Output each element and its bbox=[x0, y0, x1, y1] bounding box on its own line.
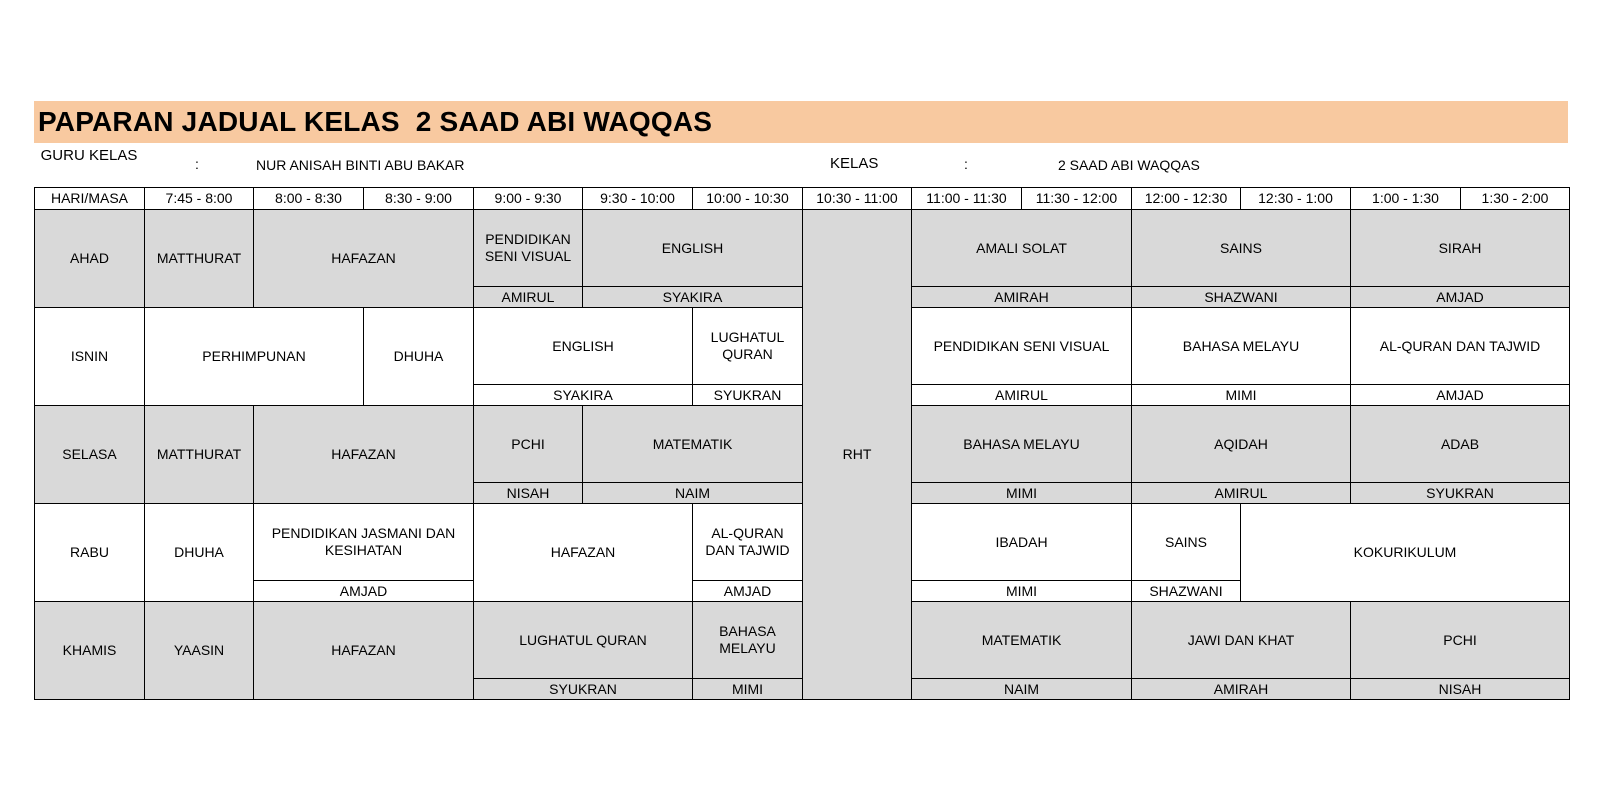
subject-cell: BAHASA MELAYU bbox=[912, 406, 1132, 483]
header-day-column: HARI/MASA bbox=[35, 188, 145, 210]
subject-cell: ADAB bbox=[1351, 406, 1570, 483]
subject-cell: MATEMATIK bbox=[912, 602, 1132, 679]
day-label: SELASA bbox=[35, 406, 145, 504]
teacher-cell: MIMI bbox=[912, 483, 1132, 504]
day-label: KHAMIS bbox=[35, 602, 145, 700]
subject-cell: PERHIMPUNAN bbox=[145, 308, 364, 406]
day-row-ahad bbox=[35, 210, 1570, 287]
teacher-cell: AMJAD bbox=[1351, 385, 1570, 406]
teacher-cell: MIMI bbox=[693, 679, 803, 700]
subject-cell: DHUHA bbox=[145, 504, 254, 602]
subject-cell: MATTHURAT bbox=[145, 210, 254, 308]
header-time: 1:30 - 2:00 bbox=[1461, 188, 1570, 210]
teacher-cell: AMIRUL bbox=[1132, 483, 1351, 504]
header-time: 8:00 - 8:30 bbox=[254, 188, 364, 210]
teacher-cell: SHAZWANI bbox=[1132, 581, 1241, 602]
subject-cell: BAHASA MELAYU bbox=[1132, 308, 1351, 385]
subject-cell: KOKURIKULUM bbox=[1241, 504, 1570, 602]
subject-cell: AQIDAH bbox=[1132, 406, 1351, 483]
teacher-cell: SYUKRAN bbox=[474, 679, 693, 700]
teacher-cell: AMJAD bbox=[254, 581, 474, 602]
subject-cell: PENDIDIKAN SENI VISUAL bbox=[912, 308, 1132, 385]
header-time: 10:00 - 10:30 bbox=[693, 188, 803, 210]
subject-cell: HAFAZAN bbox=[254, 210, 474, 308]
subject-cell: HAFAZAN bbox=[254, 406, 474, 504]
subject-cell: SIRAH bbox=[1351, 210, 1570, 287]
subject-cell: LUGHATUL QURAN bbox=[693, 308, 803, 385]
teacher-cell: SYAKIRA bbox=[474, 385, 693, 406]
colon-separator: : bbox=[195, 156, 199, 172]
subject-cell: ENGLISH bbox=[583, 210, 803, 287]
header-time: 9:30 - 10:00 bbox=[583, 188, 693, 210]
page-title: PAPARAN JADUAL KELAS 2 SAAD ABI WAQQAS bbox=[38, 106, 713, 137]
subject-cell: YAASIN bbox=[145, 602, 254, 700]
day-row-isnin bbox=[35, 308, 1570, 385]
teacher-cell: SYAKIRA bbox=[583, 287, 803, 308]
subject-cell: HAFAZAN bbox=[474, 504, 693, 602]
subject-cell: PENDIDIKAN SENI VISUAL bbox=[474, 210, 583, 287]
teacher-cell: AMIRAH bbox=[912, 287, 1132, 308]
class-teacher-name: NUR ANISAH BINTI ABU BAKAR bbox=[256, 157, 465, 173]
day-label: AHAD bbox=[35, 210, 145, 308]
subject-cell: PENDIDIKAN JASMANI DAN KESIHATAN bbox=[254, 504, 474, 581]
header-time: 12:30 - 1:00 bbox=[1241, 188, 1351, 210]
subject-cell: DHUHA bbox=[364, 308, 474, 406]
teacher-cell: AMIRUL bbox=[912, 385, 1132, 406]
teacher-cell: AMJAD bbox=[1351, 287, 1570, 308]
day-row-khamis bbox=[35, 602, 1570, 679]
kelas-label: KELAS bbox=[830, 155, 879, 172]
subject-cell: SAINS bbox=[1132, 210, 1351, 287]
subject-cell: HAFAZAN bbox=[254, 602, 474, 700]
subject-cell: PCHI bbox=[1351, 602, 1570, 679]
subject-cell: MATEMATIK bbox=[583, 406, 803, 483]
header-time: 12:00 - 12:30 bbox=[1132, 188, 1241, 210]
subject-cell: AL-QURAN DAN TAJWID bbox=[1351, 308, 1570, 385]
teacher-cell: AMIRAH bbox=[1132, 679, 1351, 700]
day-row-selasa bbox=[35, 406, 1570, 483]
teacher-cell: MIMI bbox=[912, 581, 1132, 602]
teacher-cell: NISAH bbox=[1351, 679, 1570, 700]
subject-cell: ENGLISH bbox=[474, 308, 693, 385]
header-time: 11:30 - 12:00 bbox=[1022, 188, 1132, 210]
header-time: 10:30 - 11:00 bbox=[803, 188, 912, 210]
day-label: RABU bbox=[35, 504, 145, 602]
day-label: ISNIN bbox=[35, 308, 145, 406]
teacher-cell: NAIM bbox=[912, 679, 1132, 700]
subject-cell: MATTHURAT bbox=[145, 406, 254, 504]
header-time: 7:45 - 8:00 bbox=[145, 188, 254, 210]
header-time: 8:30 - 9:00 bbox=[364, 188, 474, 210]
header-row bbox=[35, 188, 1570, 210]
header-time: 1:00 - 1:30 bbox=[1351, 188, 1461, 210]
subject-cell: SAINS bbox=[1132, 504, 1241, 581]
timetable bbox=[34, 187, 1570, 700]
teacher-cell: SHAZWANI bbox=[1132, 287, 1351, 308]
subject-cell: AL-QURAN DAN TAJWID bbox=[693, 504, 803, 581]
teacher-cell: NISAH bbox=[474, 483, 583, 504]
subject-cell: PCHI bbox=[474, 406, 583, 483]
colon-separator: : bbox=[964, 156, 968, 172]
header-time: 11:00 - 11:30 bbox=[912, 188, 1022, 210]
subject-cell: LUGHATUL QURAN bbox=[474, 602, 693, 679]
teacher-cell: SYUKRAN bbox=[1351, 483, 1570, 504]
day-row-rabu bbox=[35, 504, 1570, 581]
teacher-cell: MIMI bbox=[1132, 385, 1351, 406]
teacher-cell: SYUKRAN bbox=[693, 385, 803, 406]
subject-cell: JAWI DAN KHAT bbox=[1132, 602, 1351, 679]
subject-cell: AMALI SOLAT bbox=[912, 210, 1132, 287]
subject-cell: IBADAH bbox=[912, 504, 1132, 581]
guru-kelas-label: GURU KELAS bbox=[40, 147, 138, 164]
header-time: 9:00 - 9:30 bbox=[474, 188, 583, 210]
teacher-cell: AMIRUL bbox=[474, 287, 583, 308]
teacher-cell: NAIM bbox=[583, 483, 803, 504]
rht-break-cell: RHT bbox=[803, 210, 912, 700]
teacher-cell: AMJAD bbox=[693, 581, 803, 602]
title-bar bbox=[34, 101, 1568, 143]
class-name: 2 SAAD ABI WAQQAS bbox=[1058, 157, 1200, 173]
subject-cell: BAHASA MELAYU bbox=[693, 602, 803, 679]
